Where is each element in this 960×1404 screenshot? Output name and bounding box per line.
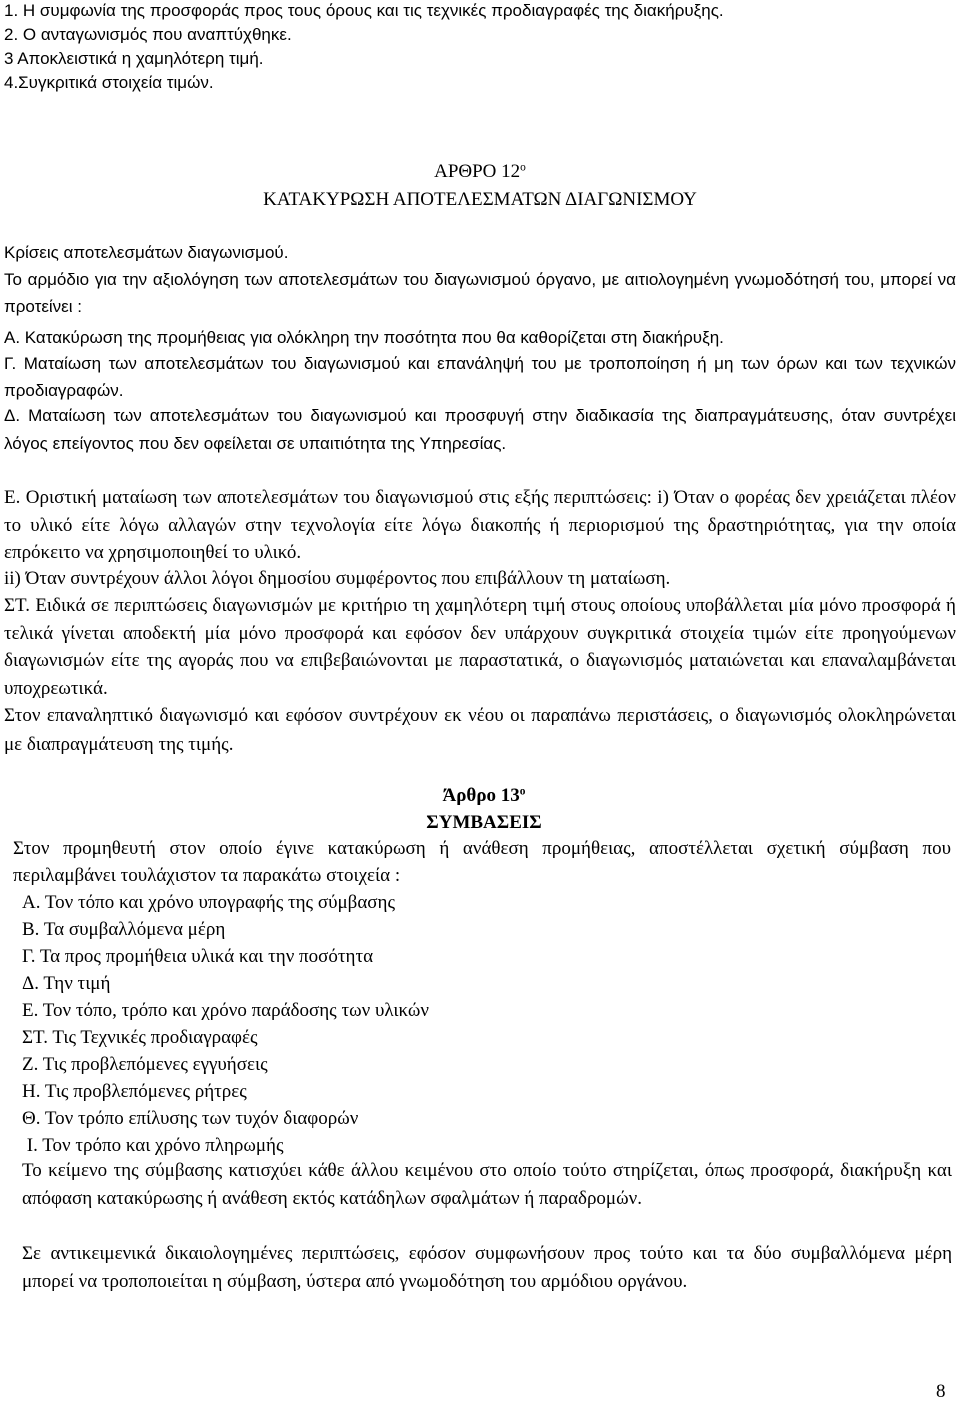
article12-option-e: Ε. Οριστική ματαίωση των αποτελεσμάτων του διαγωνισμού στις εξής περιπτώσεις: i) Όταν ο φορέας δεν χρειάζεται πλέον το υλικό είτε λόγω αλλαγών στην τεχνολογία είτε λόγω διακοπής ή περιορισμού της δραστηριότητας, για την οποία επρόκειτο να χρησιμοποιηθεί το υλικό.	[4, 487, 956, 563]
article12-option-g: Γ. Ματαίωση των αποτελεσμάτων του διαγωνισμού και επανάληψή του με τροποποίηση ή μη των όρων και των τεχνικών προδιαγραφών.	[4, 354, 956, 400]
article12-heading-sup: ο	[520, 161, 526, 174]
contract-item: Θ. Τον τρόπο επίλυσης των τυχόν διαφορών	[22, 1108, 359, 1129]
article12-option-d: Δ. Ματαίωση των αποτελεσμάτων του διαγωνισμού και προσφυγή στην διαδικασία της διαπραγμάτευσης, όταν συντρέχει λόγος επείγοντος που δεν οφείλεται σε υπαιτιότητα της Υπηρεσίας.	[4, 406, 956, 453]
contract-item: Ζ. Τις προβλεπόμενες εγγυήσεις	[22, 1054, 268, 1075]
contract-item: Β. Τα συμβαλλόμενα μέρη	[22, 919, 226, 940]
article13-heading-sup: ο	[519, 785, 526, 798]
contract-item: Η. Τις προβλεπόμενες ρήτρες	[22, 1081, 247, 1102]
criteria-item: 1. Η συμφωνία της προσφοράς προς τους όρους και τις τεχνικές προδιαγραφές της διακήρυξης.	[4, 1, 724, 20]
page-number: 8	[936, 1381, 946, 1402]
article12-option-e-ii: ii) Όταν συντρέχουν άλλοι λόγοι δημοσίου συμφέροντος που επιβάλλουν τη ματαίωση.	[4, 568, 671, 589]
contract-item: Γ. Τα προς προμήθεια υλικά και την ποσότητα	[22, 946, 374, 967]
article12-intro: Κρίσεις αποτελεσμάτων διαγωνισμού.	[4, 243, 289, 262]
article12-repeat: Στον επαναληπτικό διαγωνισμό και εφόσον συντρέχουν εκ νέου οι παραπάνω περιστάσεις, ο διαγωνισμός ολοκληρώνεται με διαπραγμάτευση της τιμής.	[4, 705, 956, 755]
article13-heading-text: Άρθρο 13	[442, 785, 520, 806]
criteria-item: 2. Ο ανταγωνισμός που αναπτύχθηκε.	[4, 25, 292, 44]
criteria-item: 4.Συγκριτικά στοιχεία τιμών.	[4, 73, 214, 92]
article13-subheading: ΣΥΜΒΑΣΕΙΣ	[426, 812, 542, 833]
article12-heading-text: ΑΡΘΡΟ 12	[434, 161, 521, 182]
contract-item: Α. Τον τόπο και χρόνο υπογραφής της σύμβασης	[22, 892, 395, 913]
article13-intro: Στον προμηθευτή στον οποίο έγινε κατακύρωση ή ανάθεση προμήθειας, αποστέλλεται σχετική σύμβαση που περιλαμβάνει τουλάχιστον τα παρακάτω στοιχεία :	[13, 838, 951, 886]
article13-modify: Σε αντικειμενικά δικαιολογημένες περιπτώσεις, εφόσον συμφωνήσουν προς τούτο και τα δύο συμβαλλόμενα μέρη μπορεί να τροποποιείται η σύμβαση, ύστερα από γνωμοδότηση του αρμόδιου οργάνου.	[22, 1243, 952, 1292]
contract-item: Ι. Τον τρόπο και χρόνο πληρωμής	[22, 1135, 284, 1156]
article12-option-st: ΣΤ. Ειδικά σε περιπτώσεις διαγωνισμών με κριτήριο τη χαμηλότερη τιμή στους οποίους υποβάλλεται μία μόνο προσφορά ή τελικά γίνεται αποδεκτή μία μόνο προσφορά και εφόσον δεν υπάρχουν συγκριτικά στοιχεία τιμών είτε προηγούμενων διαγωνισμών είτε της αγοράς που να επιβεβαιώνονται με παραστατικά, ο διαγωνισμός ματαιώνεται και επαναλαμβάνεται υποχρεωτικά.	[4, 595, 956, 699]
article12-option-a: Α. Κατακύρωση της προμήθειας για ολόκληρη την ποσότητα που θα καθορίζεται στη διακήρυξη.	[4, 328, 724, 347]
article13-supersede: Το κείμενο της σύμβασης κατισχύει κάθε άλλου κειμένου στο οποίο τούτο στηρίζεται, όπως προσφορά, διακήρυξη και απόφαση κατακύρωσης ή ανάθεση εκτός κατάδηλων σφαλμάτων ή παραδρομών.	[22, 1160, 952, 1209]
contract-item: Ε. Τον τόπο, τρόπο και χρόνο παράδοσης των υλικών	[22, 1000, 429, 1021]
article13-heading	[4, 786, 960, 805]
article12-heading	[0, 162, 960, 181]
article12-subheading: ΚΑΤΑΚΥΡΩΣΗ ΑΠΟΤΕΛΕΣΜΑΤΩΝ ΔΙΑΓΩΝΙΣΜΟΥ	[263, 189, 697, 210]
article12-paragraph: Το αρμόδιο για την αξιολόγηση των αποτελεσμάτων του διαγωνισμού όργανο, με αιτιολογημένη γνωμοδότησή του, μπορεί να προτείνει :	[4, 270, 956, 316]
contract-item: Δ. Την τιμή	[22, 973, 111, 994]
criteria-item: 3 Αποκλειστικά η χαμηλότερη τιμή.	[4, 49, 264, 68]
contract-item: ΣΤ. Τις Τεχνικές προδιαγραφές	[22, 1027, 258, 1048]
